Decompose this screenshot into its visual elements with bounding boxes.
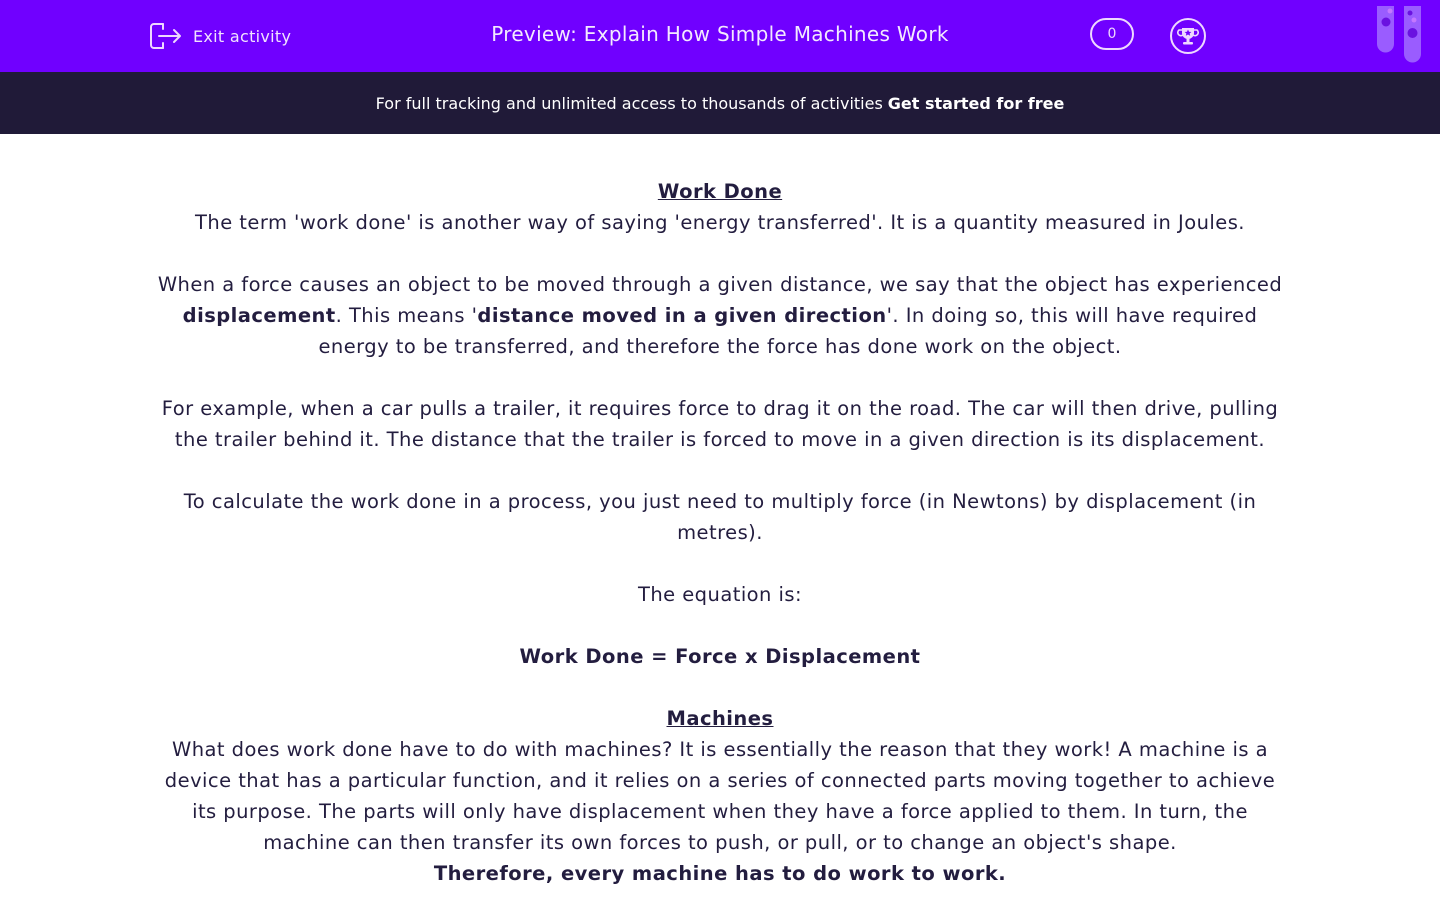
banner-text: For full tracking and unlimited access to thousands of activities <box>375 93 883 113</box>
text: When a force causes an object to be moved through a given distance, we say that the object has experienced <box>157 273 1283 296</box>
text: . This means ' <box>335 304 478 327</box>
section-heading-work-done: Work Done <box>657 180 783 203</box>
exit-icon <box>149 22 183 50</box>
bold-term: distance moved in a given direction <box>477 304 887 327</box>
paragraph: The equation is: <box>637 583 803 606</box>
upgrade-banner <box>0 72 1440 134</box>
score-badge <box>1090 18 1134 50</box>
score-value: 0 <box>1107 26 1117 42</box>
text: '. In doing so, this will have required energy to be transferred, and therefore the force has done work on the object. <box>318 304 1258 358</box>
exit-activity-label: Exit activity <box>193 26 292 46</box>
paragraph: What does work done have to do with machines? It is essentially the reason that they work! A machine is a device that has a particular function, and it relies on a series of connected parts moving together to achieve its purpose. The parts will only have displacement when they have a force applied to them. In turn, the machine can then transfer its own forces to push, or pull, or to change an object's shape. <box>164 738 1276 854</box>
paragraph: To calculate the work done in a process, you just need to multiply force (in Newtons) by displacement (in metres). <box>183 490 1257 544</box>
test-tubes-logo-icon <box>1376 0 1436 64</box>
trophy-icon <box>1177 25 1199 47</box>
get-started-link[interactable]: Get started for free <box>887 93 1065 113</box>
exit-activity-button[interactable] <box>149 20 291 52</box>
page-title: Preview: Explain How Simple Machines Work <box>491 22 949 46</box>
lesson-content <box>150 176 1290 889</box>
paragraph <box>150 269 1290 362</box>
top-bar <box>0 0 1440 72</box>
section-heading-machines: Machines <box>666 707 774 730</box>
paragraph: The term 'work done' is another way of saying 'energy transferred'. It is a quantity measured in Joules. <box>195 211 1245 234</box>
bold-term: displacement <box>182 304 336 327</box>
trophy-button[interactable] <box>1170 18 1206 54</box>
equation: Work Done = Force x Displacement <box>519 645 921 668</box>
paragraph: For example, when a car pulls a trailer, it requires force to drag it on the road. The car will then drive, pulling the trailer behind it. The distance that the trailer is forced to move in a given direction is its displacement. <box>161 397 1279 451</box>
paragraph-partial: Therefore, every machine has to do work to work. <box>433 862 1007 885</box>
